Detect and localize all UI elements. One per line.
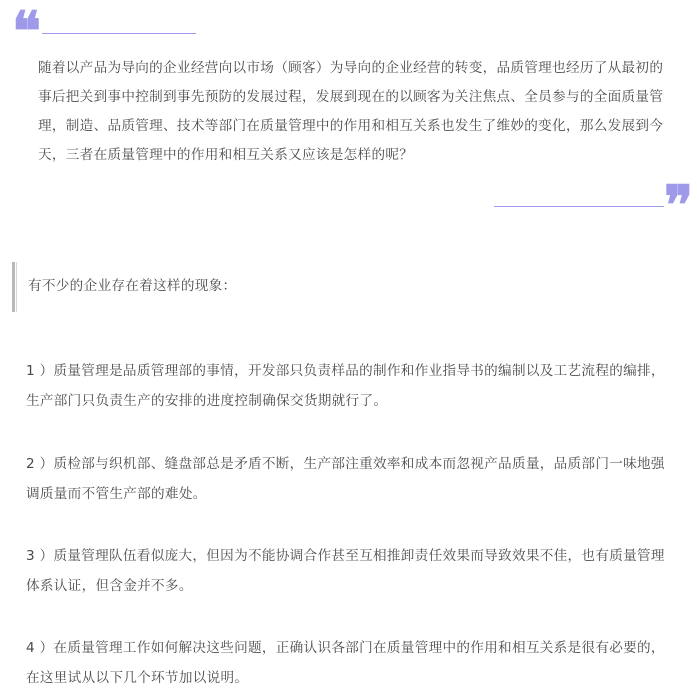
point-item-4: 4 ）在质量管理工作如何解决这些问题，正确认识各部门在质量管理中的作用和相互关系是很有必要的，在这里试从以下几个环节加以说明。 [26, 640, 665, 686]
quote-divider-top [42, 33, 196, 34]
section-side-bar-inner [16, 262, 17, 312]
intro-paragraph: 随着以产品为导向的企业经营向以市场（顾客）为导向的企业经营的转变，品质管理也经历了从最初的事后把关到事中控制到事先预防的发展过程，发展到现在的以顾客为关注焦点、全员参与的全面质量管理，制造、品质管理、技术等部门在质量管理中的作用和相互关系也发生了维妙的变化，那么发展到今天，三者在质量管理中的作用和相互关系又应该是怎样的呢？ [38, 60, 664, 163]
point-item-3: 3 ）质量管理队伍看似庞大，但因为不能协调合作甚至互相推卸责任效果而导致效果不佳，也有质量管理体系认证，但含金并不多。 [26, 548, 665, 594]
close-quote-icon: ❞ [664, 173, 694, 237]
point-item-1: 1 ）质量管理是品质管理部的事情，开发部只负责样品的制作和作业指导书的编制以及工艺流程的编排，生产部门只负责生产的安排的进度控制确保交货期就行了。 [26, 363, 665, 409]
quote-divider-bottom [494, 206, 664, 207]
point-item-2: 2 ）质检部与织机部、缝盘部总是矛盾不断，生产部注重效率和成本而忽视产品质量，品质部门一味地强调质量而不管生产部的难处。 [26, 456, 665, 502]
open-quote-icon: ❝ [12, 0, 42, 63]
section-lead-text: 有不少的企业存在着这样的现象： [28, 278, 237, 294]
section-side-bar [12, 262, 15, 312]
